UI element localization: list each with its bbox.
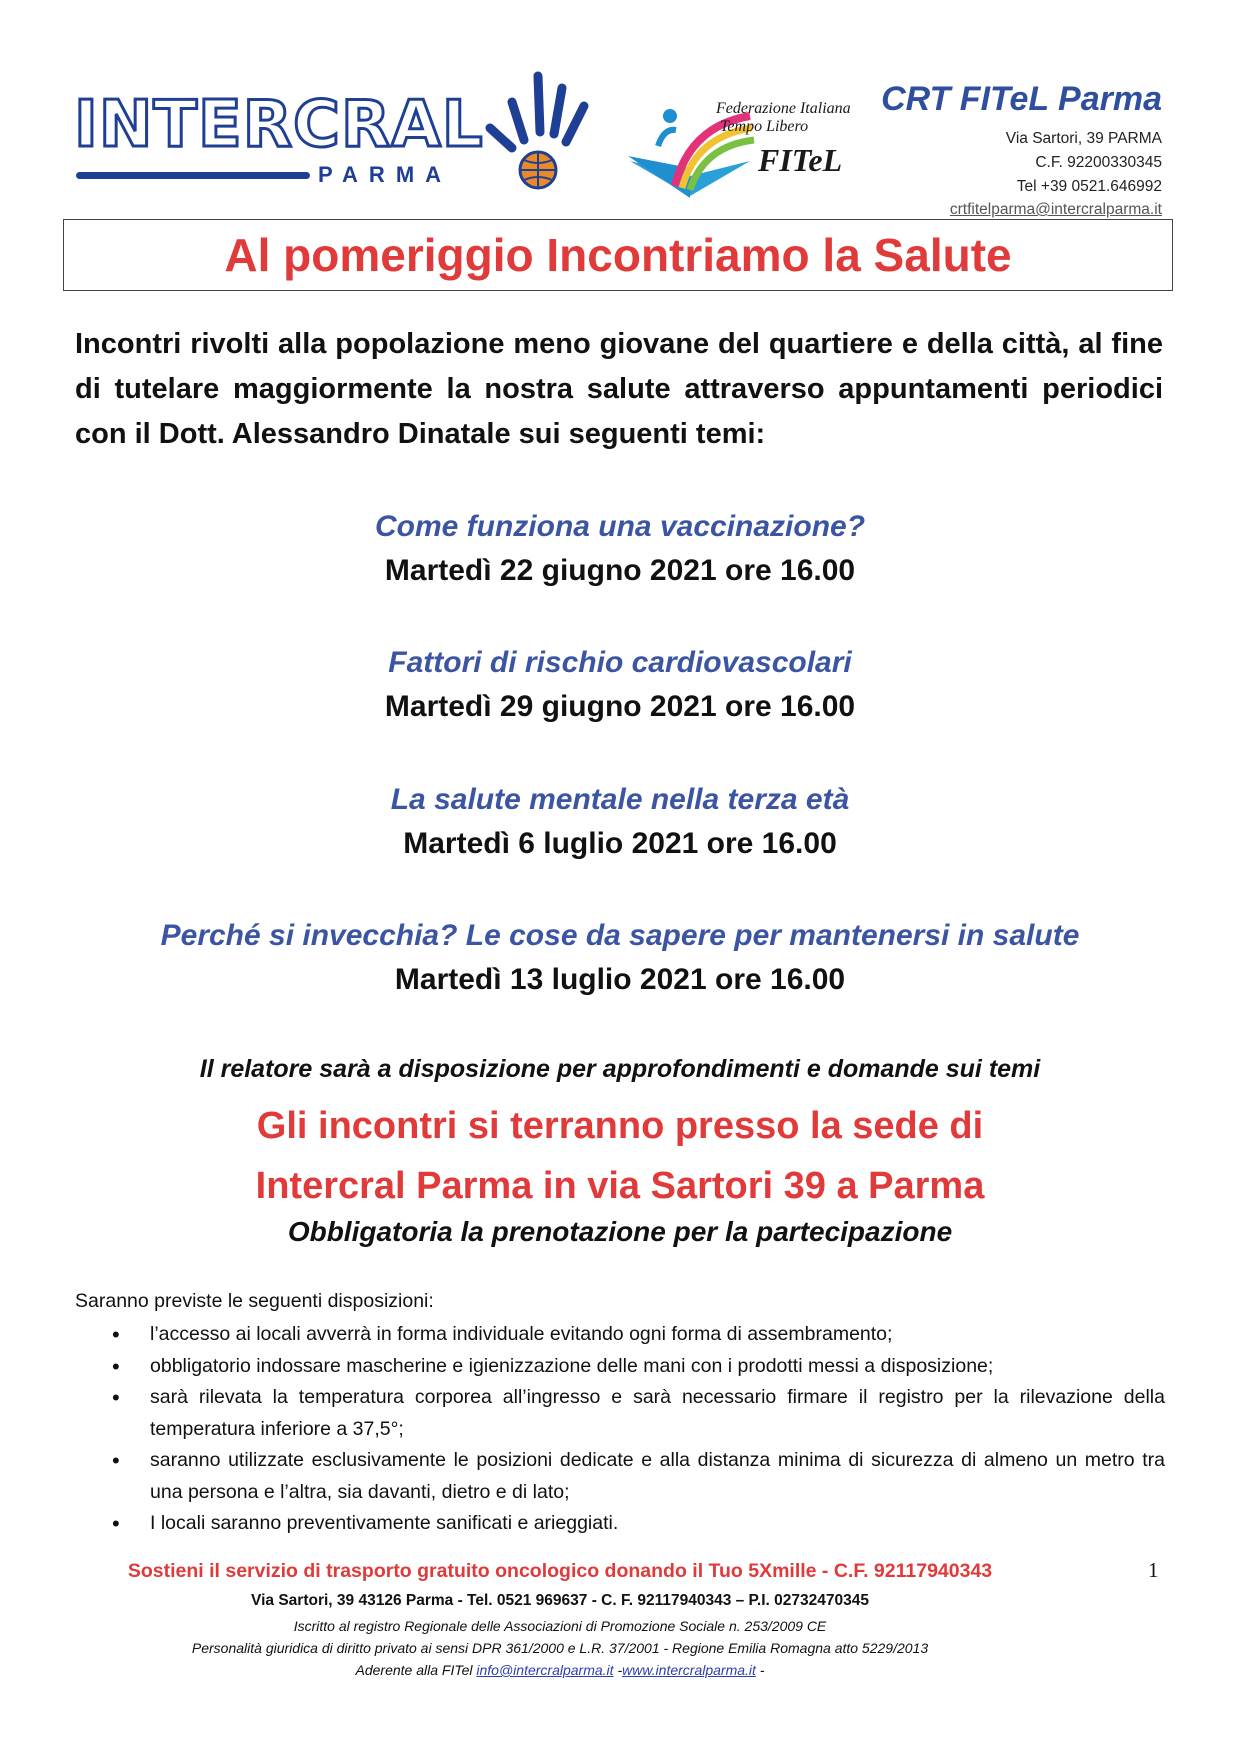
title-box: [63, 219, 1173, 291]
org-title: CRT FITeL Parma: [881, 80, 1162, 118]
booking-notice: Obbligatoria la prenotazione per la partecipazione: [287, 1216, 953, 1247]
org-info: [881, 80, 1162, 221]
speaker-note: Il relatore sarà a disposizione per approfondimenti e domande sui temi: [199, 1055, 1041, 1083]
org-tel: Tel +39 0521.646992: [1016, 178, 1162, 195]
fitel-name: FITeL: [758, 142, 843, 178]
topic-item: [60, 778, 1180, 866]
topic-date: Martedì 29 giugno 2021 ore 16.00: [384, 690, 856, 723]
list-item: • sarà rilevata la temperatura corporea all’ingresso e sarà necessario firmare il registro per la rilevazione della temperatura inferiore a 37,5°;: [75, 1382, 1165, 1445]
footer-address: Via Sartori, 39 43126 Parma - Tel. 0521 969637 - C. F. 92117940343 – P.I. 02732470345: [251, 1592, 869, 1609]
org-cf: C.F. 92200330345: [1035, 154, 1162, 171]
footer-email-link[interactable]: info@intercralparma.it: [476, 1662, 614, 1678]
topic-date: Martedì 22 giugno 2021 ore 16.00: [384, 554, 856, 587]
footer-website-link[interactable]: www.intercralparma.it: [622, 1662, 756, 1678]
intercral-logo-word: INTERCRAL: [74, 88, 484, 162]
fitel-logo: [620, 100, 870, 210]
footer-separator: -: [617, 1662, 623, 1678]
page-number: 1: [1148, 1558, 1159, 1582]
intercral-logo-underline: [76, 172, 310, 179]
list-item: • l’accesso ai locali avverrà in forma individuale evitando ogni forma di assembramento;: [75, 1319, 1165, 1351]
topic-question: Come funziona una vaccinazione?: [374, 510, 866, 543]
org-email-link[interactable]: crtfitelparma@intercralparma.it: [949, 201, 1162, 218]
footer-legal: Personalità giuridica di diritto privato ai sensi DPR 361/2000 e L.R. 37/2001 - Regione Emilia Romagna atto 5229/2013: [191, 1640, 929, 1656]
topic-question: Perché si invecchia? Le cose da sapere per mantenersi in salute: [160, 919, 1080, 952]
hand-globe-icon: [472, 70, 592, 190]
topic-date: Martedì 13 luglio 2021 ore 16.00: [394, 963, 846, 996]
dispositions-list: [75, 1319, 1165, 1540]
list-item: • saranno utilizzate esclusivamente le posizioni dedicate e alla distanza minima di sicurezza di almeno un metro tra una persona e l’altra, sia davanti, dietro e di lato;: [75, 1445, 1165, 1508]
topic-question: Fattori di rischio cardiovascolari: [388, 646, 852, 679]
topic-item: [60, 505, 1180, 593]
location-line1: Gli incontri si terranno presso la sede di: [256, 1105, 984, 1147]
list-item: • I locali saranno preventivamente sanificati e arieggiati.: [75, 1508, 1165, 1540]
footer-trail: -: [759, 1662, 765, 1678]
fitel-line2: Tempo Libero: [720, 118, 809, 135]
intercral-logo: [74, 70, 594, 190]
list-item: • obbligatorio indossare mascherine e igienizzazione delle mani con i prodotti messi a disposizione;: [75, 1351, 1165, 1383]
location-notice: [60, 1096, 1180, 1216]
footer-aderente: Aderente alla FITel: [355, 1662, 473, 1678]
page-title: Al pomeriggio Incontriamo la Salute: [224, 229, 1012, 281]
org-address: Via Sartori, 39 PARMA: [1005, 130, 1162, 147]
topic-date: Martedì 6 luglio 2021 ore 16.00: [403, 827, 837, 860]
footer-donation: Sostieni il servizio di trasporto gratuito oncologico donando il Tuo 5Xmille - C.F. 92117940343: [127, 1560, 993, 1582]
topic-item: [60, 914, 1180, 1002]
topic-question: La salute mentale nella terza età: [390, 783, 850, 816]
topic-item: [60, 641, 1180, 729]
intro-paragraph: Incontri rivolti alla popolazione meno giovane del quartiere e della città, al fine di tutelare maggiormente la nostra salute attraverso appuntamenti periodici con il Dott. Alessandro Dinatale sui seguenti temi:: [75, 328, 1163, 450]
fitel-line1: Federazione Italiana: [716, 100, 851, 117]
footer-membership: [60, 1662, 1180, 1678]
footer-registry: Iscritto al registro Regionale delle Associazioni di Promozione Sociale n. 253/2009 CE: [293, 1618, 827, 1634]
intercral-logo-sub: PARMA: [318, 162, 453, 187]
location-line2: Intercral Parma in via Sartori 39 a Parma: [255, 1165, 985, 1207]
dispositions-intro: Saranno previste le seguenti disposizioni:: [75, 1290, 434, 1312]
fitel-federation-text: [716, 100, 851, 136]
